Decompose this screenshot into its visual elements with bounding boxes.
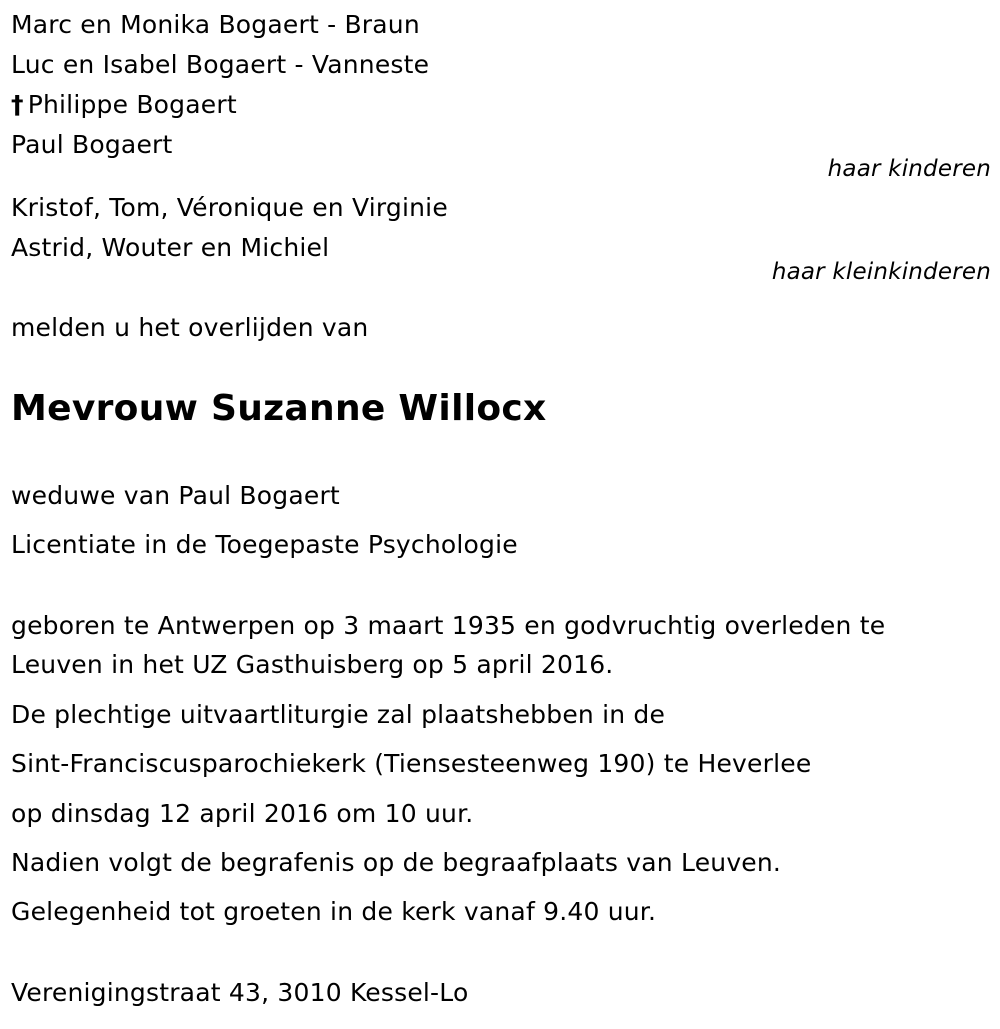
announcement-text: melden u het overlijden van <box>11 313 369 342</box>
funeral-text: De plechtige uitvaartliturgie zal plaatshebben in de <box>11 700 666 729</box>
child-name: Paul Bogaert <box>11 130 173 159</box>
profession-text: Licentiate in de Toegepaste Psychologie <box>11 530 518 559</box>
deceased-name-heading: Mevrouw Suzanne Willocx <box>11 388 547 429</box>
grandchild-names: Kristof, Tom, Véronique en Virginie <box>11 193 448 222</box>
funeral-text: op dinsdag 12 april 2016 om 10 uur. <box>11 799 474 828</box>
child-name: Marc en Monika Bogaert - Braun <box>11 10 420 39</box>
widow-of-text: weduwe van Paul Bogaert <box>11 481 340 510</box>
funeral-text: Sint-Franciscusparochiekerk (Tiensesteenweg 190) te Heverlee <box>11 749 812 778</box>
burial-text: Nadien volgt de begrafenis op de begraafplaats van Leuven. <box>11 848 782 877</box>
address-text: Verenigingstraat 43, 3010 Kessel-Lo <box>11 978 469 1007</box>
grandchild-names: Astrid, Wouter en Michiel <box>11 233 330 262</box>
grandchildren-role-label: haar kleinkinderen <box>771 259 991 285</box>
child-name-text: Philippe Bogaert <box>27 90 237 119</box>
birth-death-text: Leuven in het UZ Gasthuisberg op 5 april 2016. <box>11 650 614 679</box>
greeting-text: Gelegenheid tot groeten in de kerk vanaf 9.40 uur. <box>11 897 657 926</box>
child-name-deceased <box>11 90 237 120</box>
child-name: Luc en Isabel Bogaert - Vanneste <box>11 50 430 79</box>
birth-death-text: geboren te Antwerpen op 3 maart 1935 en godvruchtig overleden te <box>11 611 886 640</box>
children-role-label: haar kinderen <box>827 156 991 182</box>
cross-icon: † <box>11 90 24 119</box>
